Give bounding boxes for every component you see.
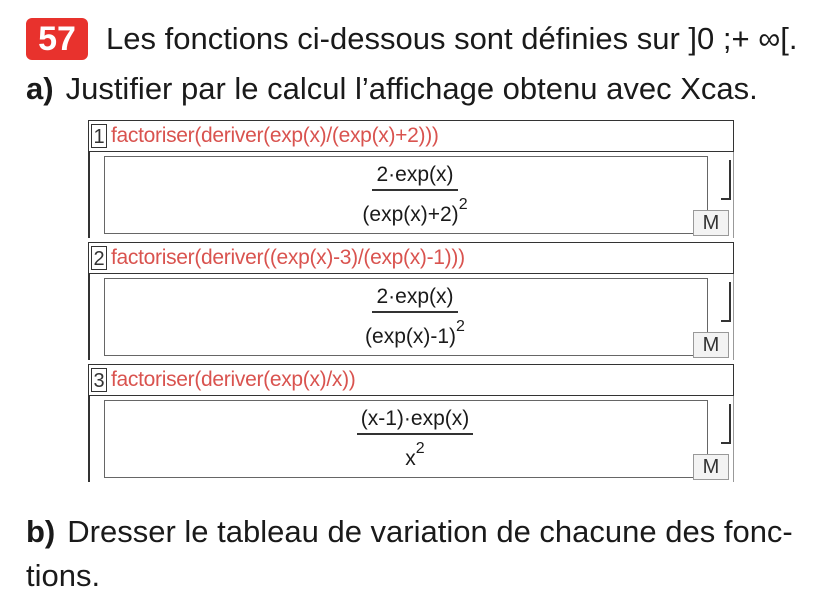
- question-b: [26, 510, 806, 598]
- scrollbar[interactable]: [721, 404, 731, 444]
- xcas-entry: [88, 364, 734, 484]
- command-text[interactable]: factoriser(deriver((exp(x)-3)/(exp(x)-1))): [111, 246, 465, 269]
- output-box: [104, 156, 708, 234]
- exercise-number-badge: 57: [26, 18, 88, 60]
- output-area: [88, 274, 734, 360]
- xcas-session: [88, 120, 738, 486]
- command-text[interactable]: factoriser(deriver(exp(x)/x)): [111, 368, 356, 391]
- result-fraction: [315, 405, 515, 473]
- output-box: [104, 400, 708, 478]
- result-numerator: 2·exp(x): [372, 161, 457, 191]
- result-exponent: 2: [415, 440, 425, 457]
- question-b-label: b): [26, 514, 56, 549]
- result-denominator: $(\exp(x)+2)^2$: [362, 196, 468, 226]
- result-denominator: $(\exp(x)-1)^2$: [365, 318, 465, 348]
- result-exponent: 2: [458, 196, 468, 213]
- question-a-label: a): [26, 71, 54, 106]
- entry-index: 3: [91, 368, 107, 392]
- m-button[interactable]: M: [693, 332, 729, 358]
- question-b-text: Dresser le tableau de variation de chacune des fonc-: [67, 514, 793, 549]
- result-numerator: (x-1)·exp(x): [357, 405, 474, 435]
- question-a: [26, 68, 758, 110]
- entry-index: 1: [91, 124, 107, 148]
- result-exponent: 2: [456, 318, 465, 335]
- command-line[interactable]: [88, 120, 734, 152]
- entry-index: 2: [91, 246, 107, 270]
- command-line[interactable]: [88, 242, 734, 274]
- question-a-text: Justifier par le calcul l’affichage obtenu avec Xcas.: [65, 71, 758, 106]
- output-area: [88, 396, 734, 482]
- question-b-text-continued: tions.: [26, 558, 101, 593]
- output-area: [88, 152, 734, 238]
- scrollbar[interactable]: [721, 282, 731, 322]
- result-fraction: [315, 161, 515, 229]
- m-button[interactable]: M: [693, 210, 729, 236]
- result-denominator: $x^2$: [405, 440, 425, 470]
- command-text[interactable]: factoriser(deriver(exp(x)/(exp(x)+2))): [111, 124, 439, 147]
- xcas-entry: [88, 120, 734, 240]
- xcas-entry: [88, 242, 734, 362]
- exercise-intro: Les fonctions ci-dessous sont définies sur ]0 ;+ ∞[.: [106, 21, 798, 56]
- scrollbar[interactable]: [721, 160, 731, 200]
- m-button[interactable]: M: [693, 454, 729, 480]
- result-numerator: 2·exp(x): [372, 283, 457, 313]
- command-line[interactable]: [88, 364, 734, 396]
- output-box: [104, 278, 708, 356]
- result-fraction: [315, 283, 515, 351]
